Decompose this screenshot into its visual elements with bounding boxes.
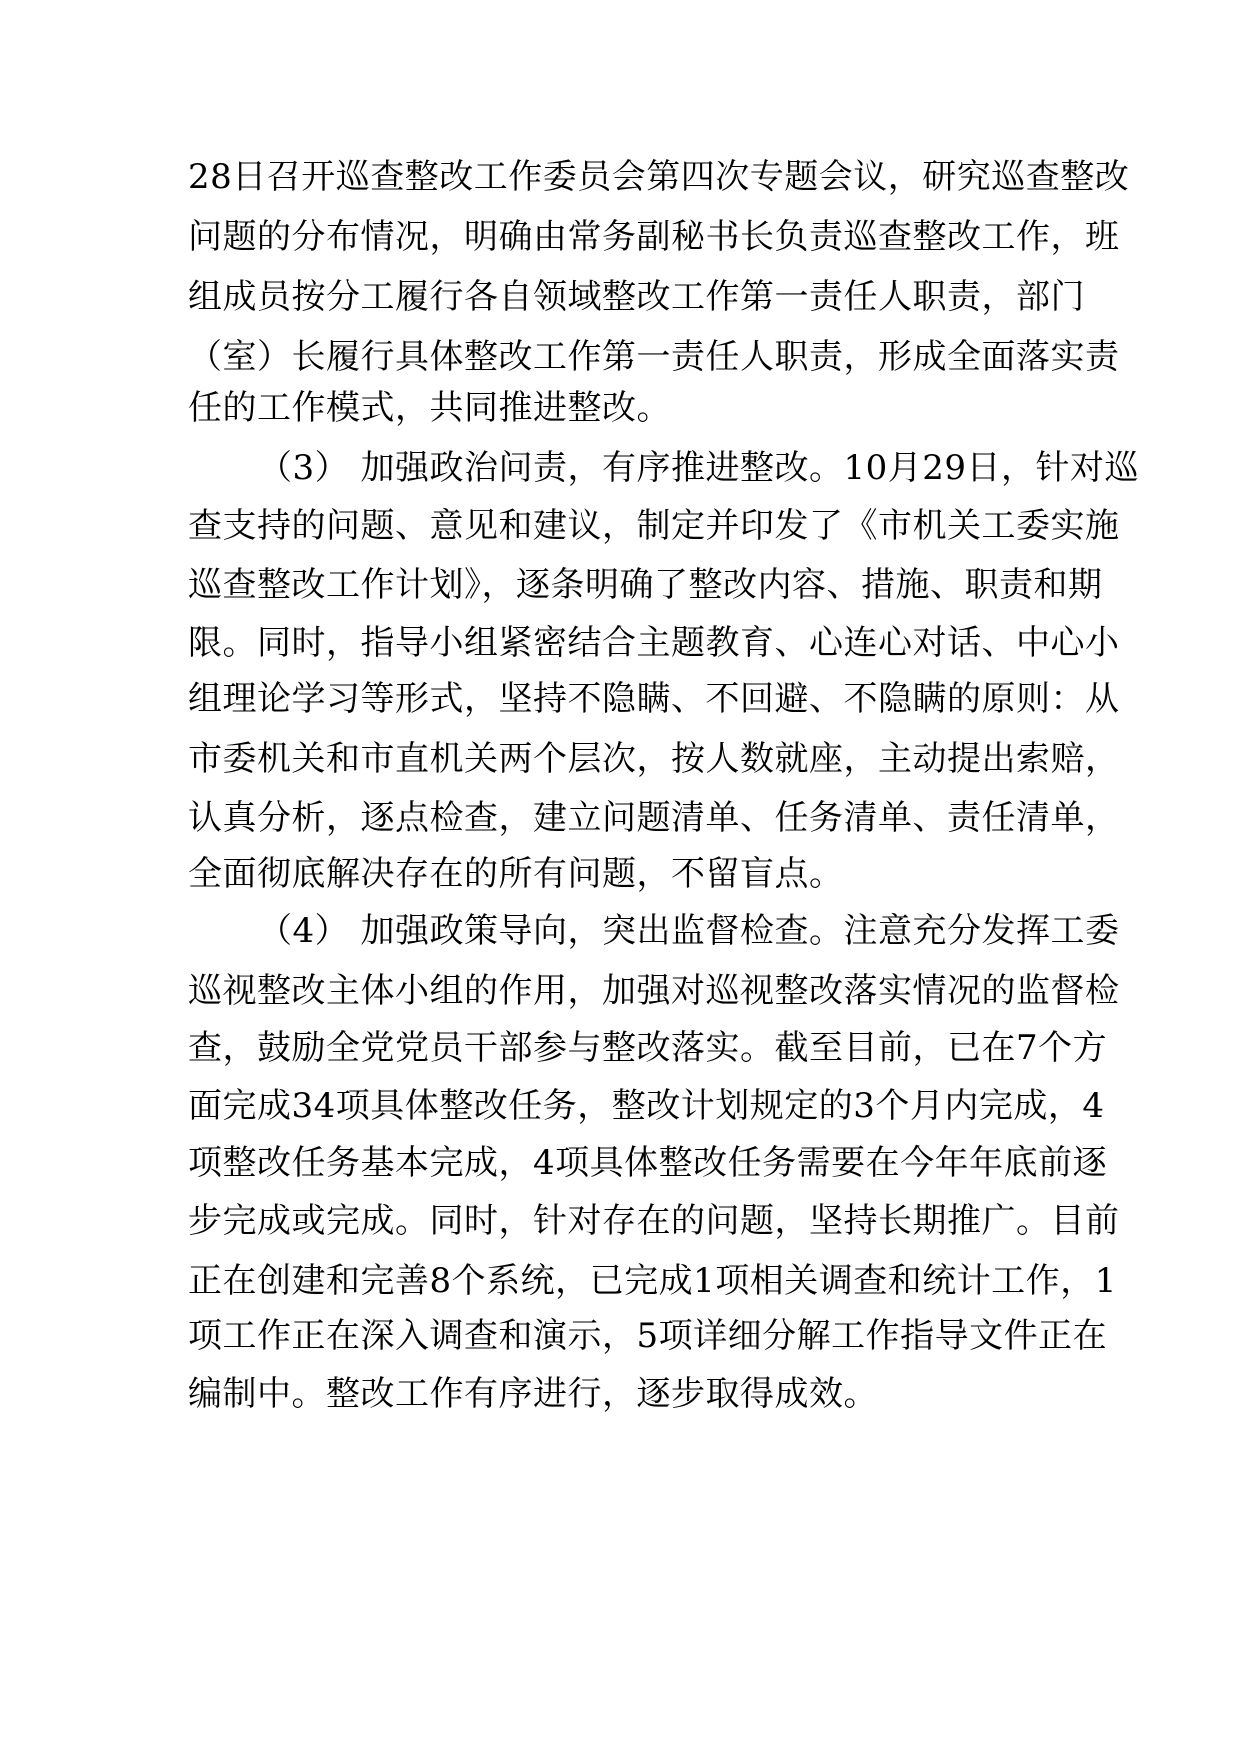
text-line: 认真分析，逐点检查，建立问题清单、任务清单、责任清单， <box>188 798 1120 838</box>
text-line: 组成员按分工履行各自领域整改工作第一责任人职责，部门 <box>188 277 1085 317</box>
text-line: 项工作正在深入调查和演示，5项详细分解工作指导文件正在 <box>188 1316 1108 1356</box>
text-line: 巡查整改工作计划》，逐条明确了整改内容、措施、职责和期 <box>188 565 1103 605</box>
text-line: 正在创建和完善8个系统，已完成1项相关调查和统计工作，1 <box>188 1261 1117 1301</box>
text-line: 市委机关和市直机关两个层次，按人数就座，主动提出索赔， <box>188 739 1120 779</box>
text-line: 查支持的问题、意见和建议，制定并印发了《市机关工委实施 <box>188 506 1120 546</box>
text-line: 查，鼓励全党党员干部参与整改落实。截至目前，已在7个方 <box>188 1028 1108 1068</box>
text-line: 步完成或完成。同时，针对存在的问题，坚持长期推广。目前 <box>188 1201 1120 1241</box>
text-line: 问题的分布情况，明确由常务副秘书长负责巡查整改工作，班 <box>188 217 1120 257</box>
text-line: 项整改任务基本完成，4项具体整改任务需要在今年年底前逐 <box>188 1143 1108 1183</box>
text-line: 任的工作模式，共同推进整改。 <box>188 388 671 428</box>
text-line: 28日召开巡查整改工作委员会第四次专题会议，研究巡查整改 <box>188 157 1130 197</box>
text-line: 全面彻底解决存在的所有问题，不留盲点。 <box>188 854 844 894</box>
text-line: 面完成34项具体整改任务，整改计划规定的3个月内完成，4 <box>188 1086 1105 1126</box>
text-line: （室）长履行具体整改工作第一责任人职责，形成全面落实责 <box>188 337 1120 377</box>
text-line: 限。同时，指导小组紧密结合主题教育、心连心对话、中心小 <box>188 623 1120 663</box>
paragraph-3-heading-line: （3） 加强政治问责，有序推进整改。10月29日，针对巡 <box>258 448 1139 488</box>
text-line: 编制中。整改工作有序进行，逐步取得成效。 <box>188 1374 878 1414</box>
text-line: 巡视整改主体小组的作用，加强对巡视整改落实情况的监督检 <box>188 971 1120 1011</box>
text-line: 组理论学习等形式，坚持不隐瞒、不回避、不隐瞒的原则：从 <box>188 679 1120 719</box>
paragraph-4-heading-line: （4） 加强政策导向，突出监督检查。注意充分发挥工委 <box>258 911 1120 951</box>
